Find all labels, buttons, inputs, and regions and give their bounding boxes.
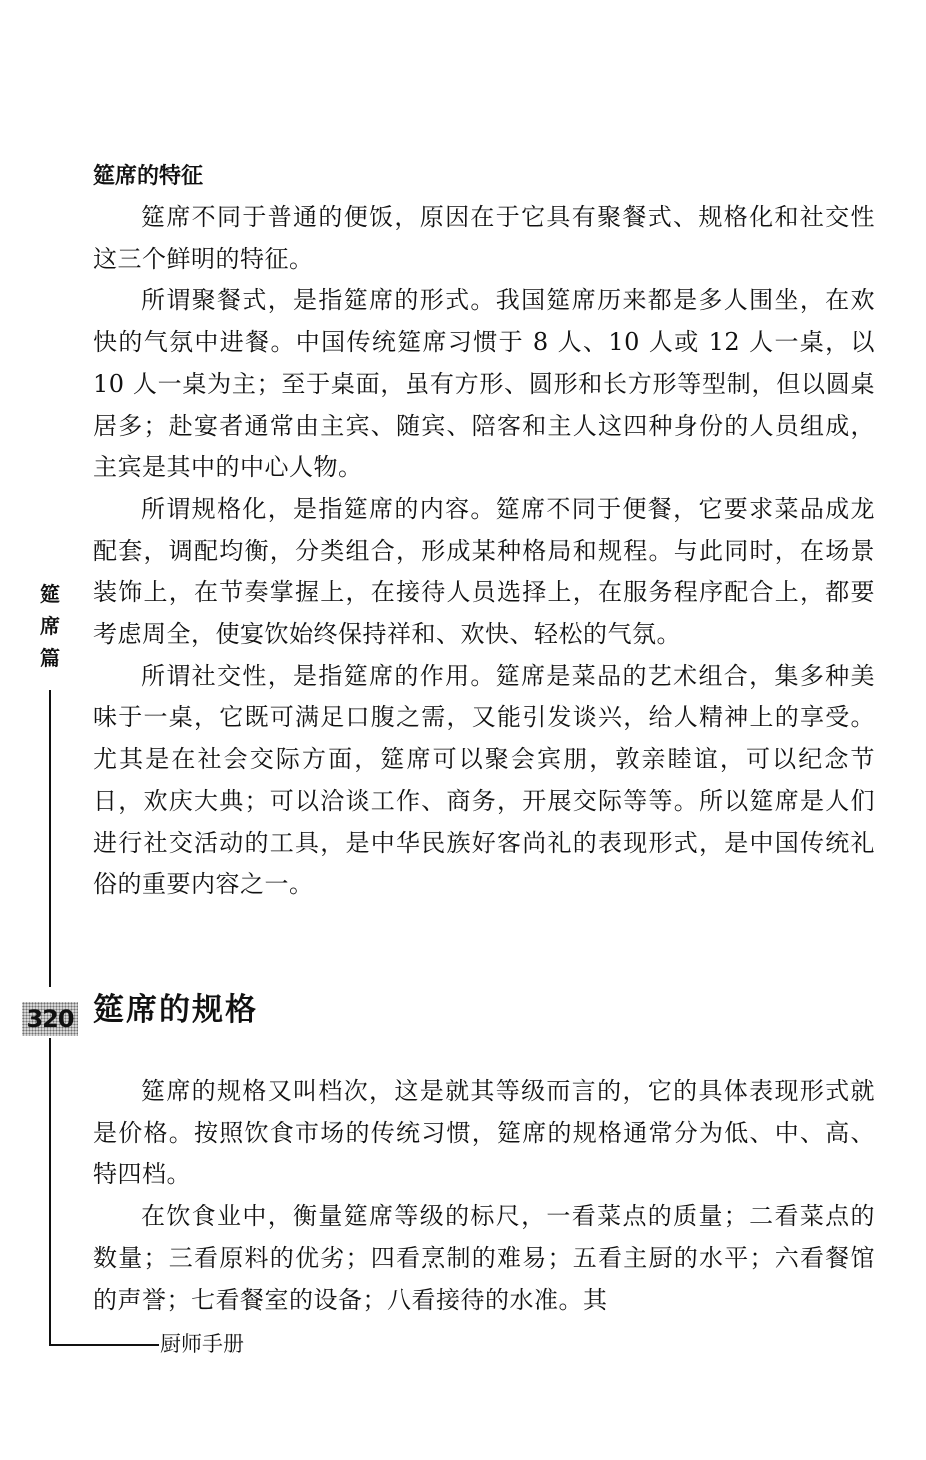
part-label-char: 筵 — [40, 582, 60, 606]
footer-rule — [49, 1344, 159, 1346]
section-body-features — [93, 197, 875, 906]
paragraph: 在饮食业中，衡量筵席等级的标尺，一看菜点的质量；二看菜点的数量；三看原料的优劣；四看烹制的难易；五看主厨的水平；六看餐馆的声誉；七看餐室的设备；八看接待的水准。其 — [93, 1202, 875, 1314]
margin-rule-lower — [49, 1038, 51, 1346]
paragraph: 所谓社交性，是指筵席的作用。筵席是菜品的艺术组合，集多种美味于一桌，它既可满足口腹之需，又能引发谈兴，给人精神上的享受。尤其是在社会交际方面，筵席可以聚会宾朋，敦亲睦谊，可以纪念节日，欢庆大典；可以洽谈工作、商务，开展交际等等。所以筵席是人们进行社交活动的工具，是中华民族好客尚礼的表现形式，是中国传统礼俗的重要内容之一。 — [93, 661, 875, 899]
paragraph: 所谓规格化，是指筵席的内容。筵席不同于便餐，它要求菜品成龙配套，调配均衡，分类组合，形成某种格局和规程。与此同时，在场景装饰上，在节奏掌握上，在接待人员选择上，在服务程序配合上，都要考虑周全，使宴饮始终保持祥和、欢快、轻松的气氛。 — [93, 494, 875, 649]
part-label-char: 篇 — [40, 646, 60, 670]
section-heading-specifications: 筵席的规格 — [93, 992, 258, 1028]
paragraph: 所谓聚餐式，是指筵席的形式。我国筵席历来都是多人围坐，在欢快的气氛中进餐。中国传统筵席习惯于 8 人、10 人或 12 人一桌，以 10 人一桌为主；至于桌面，虽有方形、圆形和长方形等型制，但以圆桌居多；赴宴者通常由主宾、随宾、陪客和主人这四种身份的人员组成，主宾是其中的中心人物。 — [93, 286, 875, 482]
section-heading-features: 筵席的特征 — [93, 164, 204, 189]
margin-rule-upper — [49, 690, 51, 987]
section-body-specifications — [93, 1071, 875, 1321]
paragraph: 筵席的规格又叫档次，这是就其等级而言的，它的具体表现形式就是价格。按照饮食市场的传统习惯，筵席的规格通常分为低、中、高、特四档。 — [93, 1077, 875, 1189]
page-number: 320 — [22, 1002, 78, 1036]
book-title: 厨师手册 — [160, 1332, 244, 1356]
part-label-char: 席 — [40, 614, 60, 638]
paragraph: 筵席不同于普通的便饭，原因在于它具有聚餐式、规格化和社交性这三个鲜明的特征。 — [93, 203, 875, 273]
part-label — [36, 578, 64, 674]
